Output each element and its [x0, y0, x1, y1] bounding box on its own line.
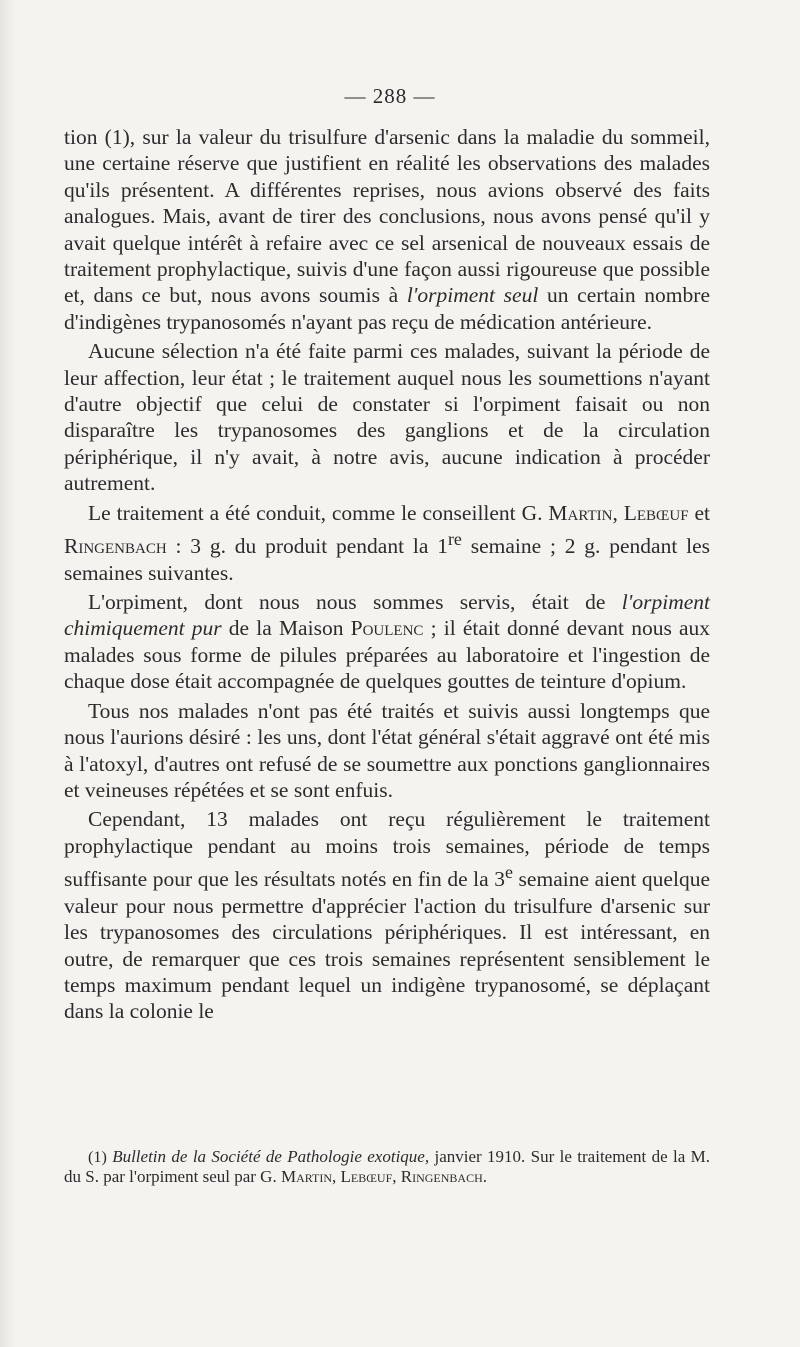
- paragraph-3: [64, 500, 710, 586]
- author-name-ringenbach: Ringenbach: [64, 534, 167, 559]
- paragraph-1: [64, 124, 710, 335]
- paragraph-3-dose: : 3 g. du produit pendant la: [166, 534, 438, 559]
- paragraph-2: Aucune sélection n'a été faite parmi ces malades, suivant la période de leur affection, leur état ; le traitement auquel nous les soumettions n'ayant d'autre objectif que celui de constater si l'orpiment faisait ou non disparaître les trypanosomes des ganglions et de la circulation périphérique, il n'y avait, à notre avis, aucune indication à procéder autrement.: [64, 339, 710, 496]
- paragraph-6-end: semaine aient quelque valeur pour nous permettre d'apprécier l'action du trisulfure d'arsenic sur les trypanosomes des circulations périphériques. Il est intéressant, en outre, de remarquer que ces trois semaines représentent sensiblement le temps maximum pendant lequel un indigène trypanosomé, se déplaçant dans la colonie le: [64, 867, 710, 1024]
- footnote-authors: Martin, Lebœuf, Ringenbach: [280, 1166, 483, 1186]
- footnote-end: .: [482, 1166, 487, 1186]
- footnote-journal: Bulletin de la Société de Pathologie exotique,: [112, 1147, 430, 1166]
- footnote-marker: (1): [88, 1149, 107, 1166]
- paragraph-4: [64, 589, 710, 695]
- paragraph-1-end: un certain nombre d'indigènes trypanosomés n'ayant pas reçu de médication antérieure.: [64, 283, 710, 334]
- paragraph-4-end: ; il était donné devant nous aux malades sous forme de pilules préparées au laboratoire et l'ingestion de chaque dose était accompagnée de quelques gouttes de teinture d'opium.: [64, 616, 711, 694]
- page-edge-shadow: [0, 0, 14, 1347]
- paragraph-6: [64, 806, 710, 1024]
- ordinal-suffix-e: e: [505, 862, 513, 883]
- paragraph-5: Tous nos malades n'ont pas été traités et suivis aussi longtemps que nous l'aurions désiré : les uns, dont l'état général s'était aggravé ont été mis à l'atoxyl, d'autres ont refusé de se soumettre aux ponctions ganglionnaires et veineuses répétées et se sont enfuis.: [64, 698, 710, 802]
- footnote-text: janvier 1910. Sur le traitement de la M. du S. par l'orpiment seul par G.: [64, 1147, 710, 1186]
- ordinal-number: 1: [437, 534, 448, 559]
- company-name: Poulenc: [350, 616, 424, 641]
- author-names: Martin, Lebœuf: [548, 500, 689, 525]
- paragraph-1-emphasis: l'orpiment seul: [406, 283, 539, 308]
- paragraph-4-connector: de la Maison: [221, 616, 351, 641]
- paragraph-6-text: Cependant, 13 malades ont reçu régulièrement le traitement prophylactique pendant au moins trois semaines, période de temps suffisante pour que les résultats notés en fin de la 3: [64, 807, 710, 892]
- paragraph-4-text: L'orpiment, dont nous nous sommes servis, était de: [88, 590, 622, 615]
- footnotes: [64, 1148, 710, 1186]
- footnote-1: [64, 1148, 710, 1186]
- paragraph-4-emphasis: l'orpiment chimiquement pur: [64, 590, 710, 641]
- paragraph-3-end: semaine ; 2 g. pendant les semaines suivantes.: [64, 534, 711, 585]
- body-text: [64, 124, 710, 1025]
- paragraph-3-connector: et: [688, 500, 710, 525]
- page-number: — 288 —: [344, 84, 436, 108]
- ordinal-suffix: re: [447, 529, 462, 550]
- paragraph-1-text: tion (1), sur la valeur du trisulfure d'arsenic dans la maladie du sommeil, une certaine réserve que justifient en réalité les observations des malades qu'ils présentent. A différentes reprises, nous avions observé des faits analogues. Mais, avant de tirer des conclusions, nous avons pensé qu'il y avait quelque intérêt à refaire avec ce sel arsenical de nouveaux essais de traitement prophylactique, suivis d'une façon aussi rigoureuse que possible et, dans ce but, nous avons soumis à: [64, 125, 710, 308]
- paragraph-3-text: Le traitement a été conduit, comme le conseillent G.: [88, 500, 549, 525]
